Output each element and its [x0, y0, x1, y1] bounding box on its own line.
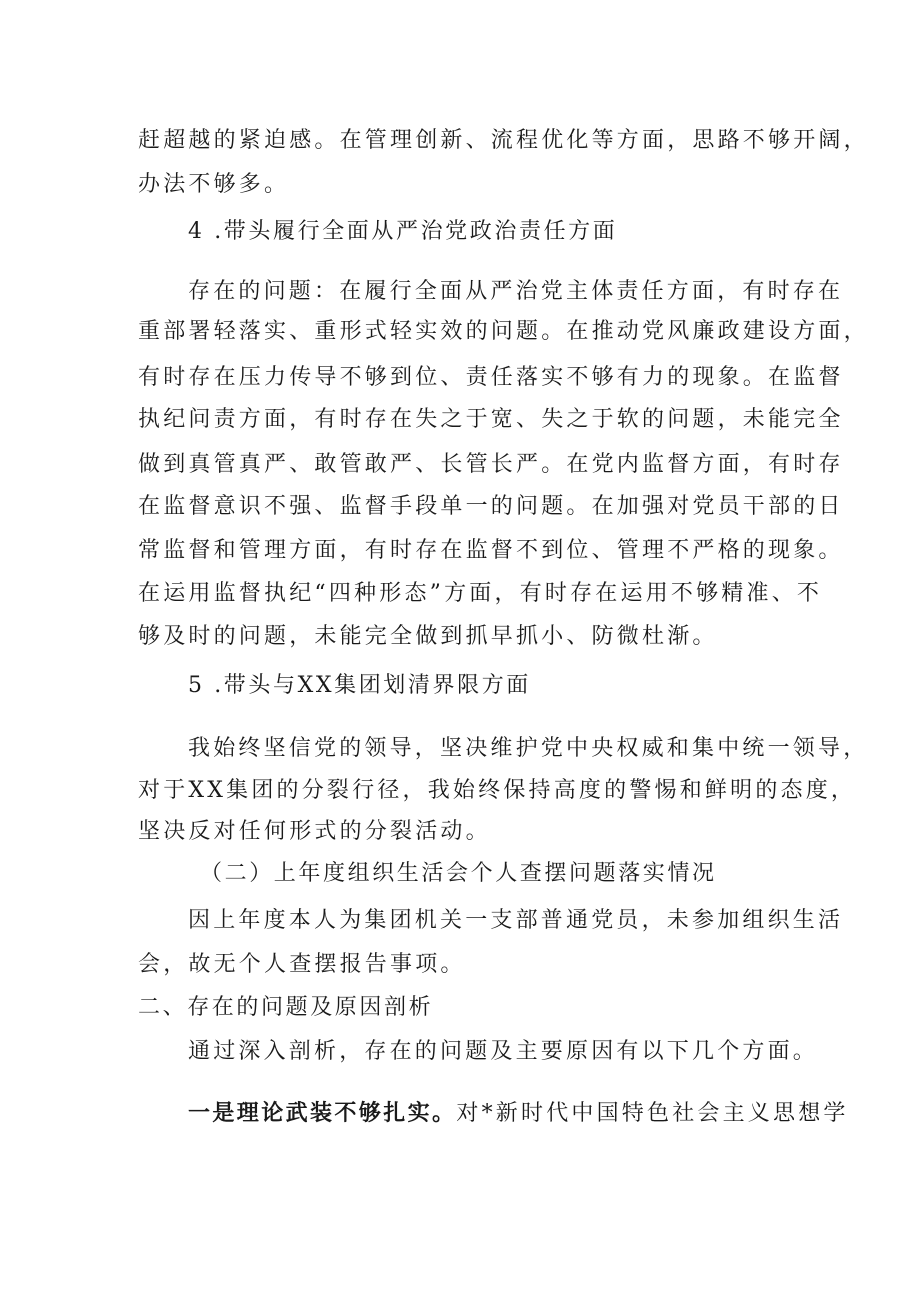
body-text-line: 我始终坚信党的领导，坚决维护党中央权威和集中统一领导，	[188, 736, 869, 761]
section-heading: 4 .带头履行全面从严治党政治责任方面	[188, 219, 618, 244]
body-text-line: 在运用监督执纪“四种形态”方面，有时存在运用不够精准、不	[138, 581, 823, 606]
body-text-line: 够及时的问题，未能完全做到抓早抓小、防微杜渐。	[138, 624, 718, 649]
body-text-line: 存在的问题：在履行全面从严治党主体责任方面，有时存在	[188, 279, 844, 304]
subsection-heading: （二）上年度组织生活会个人查摆问题落实情况	[200, 861, 717, 886]
body-text-line: 赶超越的紧迫感。在管理创新、流程优化等方面，思路不够开阔，	[138, 128, 869, 153]
body-text-line: 坚决反对任何形式的分裂活动。	[138, 819, 491, 844]
body-text-line	[188, 1099, 849, 1128]
body-text-line: 通过深入剖析，存在的问题及主要原因有以下几个方面。	[188, 1039, 819, 1064]
body-text-line: 做到真管真严、敢管敢严、长管长严。在党内监督方面，有时存	[138, 452, 844, 477]
part-heading: 二、存在的问题及原因剖析	[138, 995, 434, 1020]
body-text-line: 办法不够多。	[138, 172, 290, 197]
body-text-line: 有时存在压力传导不够到位、责任落实不够有力的现象。在监督	[138, 365, 844, 390]
body-text-line: 对于XX集团的分裂行径，我始终保持高度的警惕和鲜明的态度，	[138, 778, 857, 803]
body-text-line: 重部署轻落实、重形式轻实效的问题。在推动党风廉政建设方面，	[138, 319, 869, 344]
point-text: 对*新时代中国特色社会主义思想学	[456, 1101, 849, 1126]
body-text-line: 常监督和管理方面，有时存在监督不到位、管理不严格的现象。	[138, 538, 844, 563]
body-text-line: 因上年度本人为集团机关一支部普通党员，未参加组织生活	[188, 908, 844, 933]
body-text-line: 在监督意识不强、监督手段单一的问题。在加强对党员干部的日	[138, 494, 844, 519]
section-heading: 5 .带头与XX集团划清界限方面	[188, 673, 531, 698]
body-text-line: 执纪问责方面，有时存在失之于宽、失之于软的问题，未能完全	[138, 407, 844, 432]
point-lead: 一是理论武装不够扎实。	[188, 1100, 457, 1126]
body-text-line: 会，故无个人查摆报告事项。	[138, 952, 466, 977]
